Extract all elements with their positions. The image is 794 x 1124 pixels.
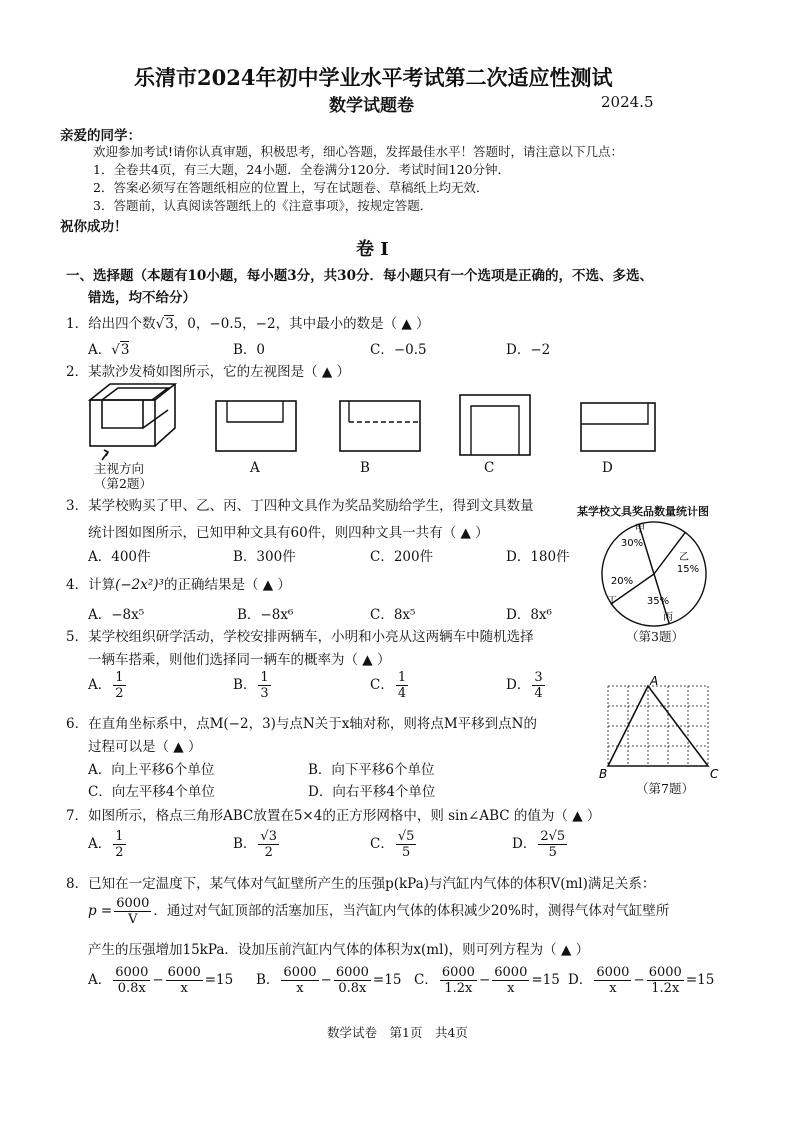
q2-option-b-figure	[339, 400, 424, 456]
intro-line: 欢迎参加考试!请你认真审题，积极思考，细心答题，发挥最佳水平！答题时，请注意以下几点：	[93, 144, 624, 159]
q2-option-c-figure	[459, 394, 534, 458]
q3-option-a: A．400件	[88, 549, 151, 565]
chart-title: 某学校文具奖品数量统计图	[577, 505, 709, 518]
q2-caption: （第2题）	[94, 476, 152, 491]
q7-option-b: B． $\frac{√3}{2}$	[233, 829, 277, 860]
q2-label-b: B	[360, 460, 370, 476]
q6-stem-cont: 过程可以是（ ▲ ）	[88, 739, 202, 755]
q2-stem: 2．某款沙发椅如图所示，它的左视图是（ ▲ ）	[66, 364, 351, 380]
pie-category-丙: 丙	[663, 612, 673, 623]
q6-option-d: D．向右平移4个单位	[308, 784, 436, 800]
page-footer: 数学试卷 第1页 共4页	[327, 1025, 468, 1040]
vertex-label-B: B	[599, 767, 608, 781]
intro-line: 3．答题前，认真阅读答题纸上的《注意事项》，按规定答题．	[93, 198, 433, 213]
page-subtitle: 数学试题卷	[329, 96, 414, 116]
q2-label-c: C	[484, 460, 495, 476]
q5-stem: 5．某学校组织研学活动，学校安排两辆车，小明和小亮从这两辆车中随机选择	[66, 629, 534, 645]
section-heading: 一、选择题（本题有10小题，每小题3分，共30分．每小题只有一个选项是正确的，不选、多选、	[66, 268, 653, 284]
pie-chart	[600, 520, 710, 630]
q3-option-c: C．200件	[370, 549, 434, 565]
q8-option-a: A． $\frac{6000}{0.8x}$ − $\frac{6000}{x}$ =15	[88, 965, 234, 996]
q5-option-d: D． $\frac{3}{4}$	[506, 670, 543, 701]
q8-option-b: B． $\frac{6000}{x}$ − $\frac{6000}{0.8x}$ =15	[256, 965, 402, 996]
q7-caption: （第7题）	[636, 781, 694, 796]
intro-line: 1．全卷共4页，有三大题，24小题．全卷满分120分．考试时间120分钟．	[93, 162, 511, 177]
pie-category-乙: 乙	[679, 552, 689, 563]
q2-caption-view: 主视方向	[94, 461, 145, 476]
pie-label-丁: 20%	[610, 576, 634, 587]
q2-option-d-figure	[580, 402, 660, 458]
q3-stem: 3．某学校购买了甲、乙、丙、丁四种文具作为奖品奖励给学生，得到文具数量	[66, 498, 534, 514]
q4-option-c: C．8x⁵	[370, 607, 416, 623]
pie-category-丁: 丁	[607, 596, 617, 607]
section-heading-cont: 错选，均不给分）	[88, 290, 196, 306]
exam-date: 2024.5	[601, 93, 654, 111]
q8-stem: 8．已知在一定温度下，某气体对气缸壁所产生的压强p(kPa)与汽缸内气体的体积V(ml)满足关系：	[66, 876, 656, 892]
q6-option-b: B．向下平移6个单位	[308, 762, 435, 778]
q3-option-d: D．180件	[506, 549, 570, 565]
q2-option-a-figure	[215, 400, 300, 456]
q6-option-a: A．向上平移6个单位	[88, 762, 215, 778]
q3-stem-cont: 统计图如图所示，已知甲种文具有60件，则四种文具一共有（ ▲ ）	[88, 525, 489, 541]
intro-line: 2．答案必须写在答题纸相应的位置上，写在试题卷、草稿纸上均无效．	[93, 180, 489, 195]
q1-stem: 1．给出四个数√3，0，−0.5，−2，其中最小的数是（ ▲ ）	[66, 316, 430, 332]
q7-option-c: C． $\frac{√5}{5}$	[370, 829, 415, 860]
q7-stem: 7．如图所示，格点三角形ABC放置在5×4的正方形网格中，则 sin∠ABC 的值为（ ▲ ）	[66, 808, 601, 824]
pie-label-丙: 35%	[646, 596, 670, 607]
q6-option-c: C．向左平移4个单位	[88, 784, 215, 800]
q3-option-b: B．300件	[233, 549, 296, 565]
q2-label-d: D	[602, 460, 613, 476]
q6-stem: 6．在直角坐标系中，点M(−2，3)与点N关于x轴对称，则将点M平移到点N的	[66, 716, 537, 732]
pie-label-甲: 30%	[620, 538, 644, 549]
page-title: 乐清市2024年初中学业水平考试第二次适应性测试	[134, 65, 613, 90]
closing: 祝你成功！	[60, 219, 128, 235]
q5-stem-cont: 一辆车搭乘，则他们选择同一辆车的概率为（ ▲ ）	[88, 652, 391, 668]
greeting: 亲爱的同学：	[60, 128, 141, 144]
q8-formula-line: p = $\frac{6000}{V}$ ．通过对气缸顶部的活塞加压，当汽缸内气体的体积减少20%时，测得气体对气缸壁所	[88, 896, 670, 927]
sofa-figure	[80, 380, 190, 460]
q4-option-a: A．−8x⁵	[88, 607, 145, 623]
section-title: 卷 I	[356, 239, 389, 260]
q8-stem-cont: 产生的压强增加15kPa．设加压前汽缸内气体的体积为x(ml)，则可列方程为（ ▲ ）	[88, 942, 590, 958]
vertex-label-C: C	[710, 767, 719, 781]
q1-option-b: B．0	[233, 342, 266, 358]
q1-option-c: C．−0.5	[370, 342, 427, 358]
vertex-label-A: A	[650, 674, 659, 688]
grid-triangle-figure	[599, 674, 720, 781]
pie-category-甲: 甲	[635, 524, 645, 535]
q5-option-c: C． $\frac{1}{4}$	[370, 670, 407, 701]
q5-option-a: A． $\frac{1}{2}$	[88, 670, 124, 701]
q7-option-d: D． $\frac{2√5}{5}$	[512, 829, 566, 860]
q5-option-b: B． $\frac{1}{3}$	[233, 670, 269, 701]
q7-option-a: A． $\frac{1}{2}$	[88, 829, 124, 860]
q2-label-a: A	[250, 460, 260, 476]
q1-option-a: A．√3	[88, 342, 130, 358]
q8-option-d: D． $\frac{6000}{x}$ − $\frac{6000}{1.2x}$ =15	[568, 965, 715, 996]
q1-option-d: D．−2	[506, 342, 551, 358]
chart-caption: （第3题）	[626, 629, 684, 644]
q8-option-c: C． $\frac{6000}{1.2x}$ − $\frac{6000}{x}$ =15	[414, 965, 560, 996]
q4-option-d: D．8x⁶	[506, 607, 552, 623]
pie-label-乙: 15%	[676, 564, 700, 575]
q4-stem: 4．计算(−2x²)³的正确结果是（ ▲ ）	[66, 577, 291, 593]
q4-option-b: B．−8x⁶	[237, 607, 294, 623]
